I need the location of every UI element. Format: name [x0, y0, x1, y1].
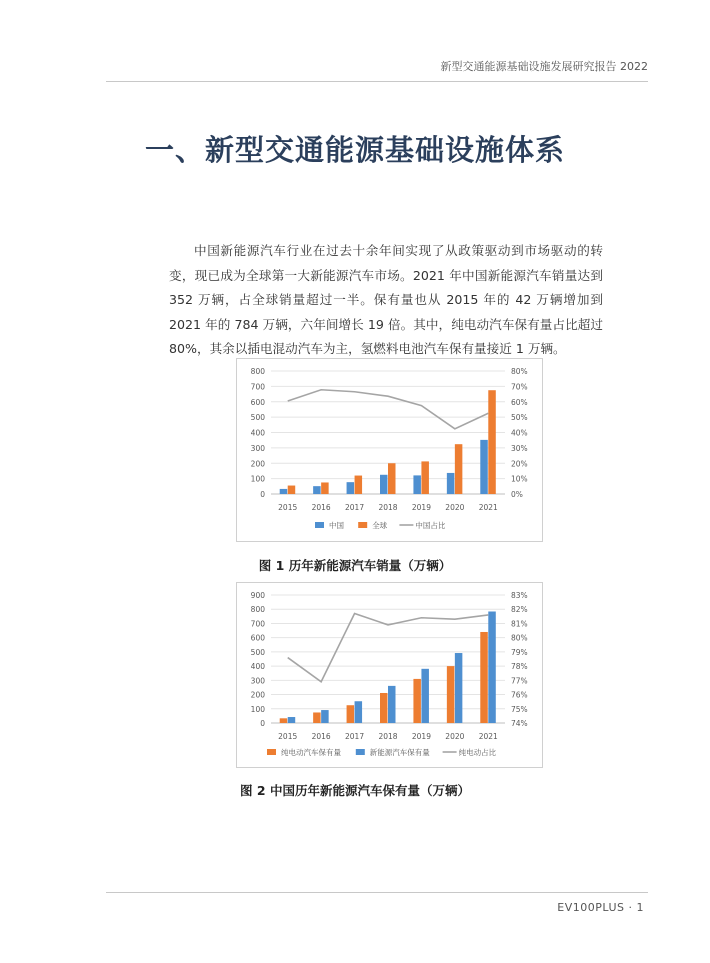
- y-tick-label: 800: [250, 605, 265, 615]
- bar-中国: [380, 475, 388, 494]
- page-title: 一、新型交通能源基础设施体系: [144, 133, 565, 167]
- line-中国占比: [288, 390, 489, 429]
- bar-新能源汽车保有量: [488, 611, 496, 723]
- bar-中国: [447, 473, 455, 494]
- bar-中国: [347, 482, 355, 494]
- y-tick-label: 900: [250, 591, 265, 600]
- bar-中国: [280, 489, 288, 494]
- y2-tick-label: 79%: [511, 647, 528, 657]
- body-paragraph: [169, 239, 603, 362]
- legend-swatch: [358, 522, 367, 528]
- figure-2-caption: 图 2 中国历年新能源汽车保有量（万辆）: [240, 783, 470, 798]
- y-tick-label: 600: [250, 397, 265, 407]
- y2-tick-label: 20%: [511, 459, 528, 469]
- y2-tick-label: 50%: [511, 413, 528, 423]
- bar-纯电动汽车保有量: [280, 718, 288, 723]
- y2-tick-label: 77%: [511, 676, 528, 686]
- x-tick-label: 2015: [278, 503, 298, 512]
- bar-新能源汽车保有量: [388, 686, 396, 723]
- bar-全球: [321, 482, 329, 494]
- legend-swatch: [356, 749, 365, 755]
- bar-纯电动汽车保有量: [413, 679, 421, 723]
- y-tick-label: 400: [250, 662, 265, 672]
- y-tick-label: 800: [250, 367, 265, 376]
- y-tick-label: 200: [250, 690, 265, 700]
- legend-label: 中国: [329, 521, 344, 530]
- chart-sales-svg: [237, 359, 542, 541]
- bar-全球: [488, 390, 496, 494]
- bar-纯电动汽车保有量: [347, 705, 355, 723]
- bar-全球: [288, 486, 296, 494]
- y-tick-label: 500: [250, 413, 265, 423]
- y-tick-label: 0: [260, 719, 265, 728]
- bar-中国: [480, 440, 488, 494]
- x-tick-label: 2020: [445, 503, 465, 512]
- chart-sales: [236, 358, 543, 542]
- figure-1-caption: 图 1 历年新能源汽车销量（万辆）: [258, 558, 452, 573]
- x-tick-label: 2017: [345, 503, 365, 512]
- y2-tick-label: 40%: [511, 428, 528, 438]
- x-tick-label: 2021: [478, 732, 498, 741]
- y-tick-label: 300: [250, 443, 265, 453]
- bar-全球: [421, 461, 429, 494]
- legend-swatch: [267, 749, 276, 755]
- chart-stock: [236, 582, 543, 768]
- paragraph-text: 中国新能源汽车行业在过去十余年间实现了从政策驱动到市场驱动的转变，现已成为全球第一大新能源汽车市场。2021 年中国新能源汽车销量达到 352 万辆，占全球销量超过一半。保有量也从 2015 年的 42 万辆增加到 2021 年的 784 万辆，六年间增长 19 倍。其中，纯电动汽车保有量占比超过 80%，其余以插电混动汽车为主，氢燃料电池汽车保有量接近 1 万辆。: [169, 243, 603, 356]
- x-tick-label: 2018: [378, 503, 398, 512]
- y-tick-label: 0: [260, 490, 265, 499]
- bar-中国: [413, 475, 421, 494]
- y2-tick-label: 81%: [511, 619, 528, 629]
- legend-label: 全球: [372, 521, 388, 530]
- bar-新能源汽车保有量: [321, 710, 329, 723]
- bar-新能源汽车保有量: [421, 669, 429, 723]
- y-tick-label: 500: [250, 647, 265, 657]
- x-tick-label: 2020: [445, 732, 465, 741]
- y-tick-label: 200: [250, 459, 265, 469]
- bar-全球: [355, 476, 363, 494]
- y2-tick-label: 70%: [511, 382, 528, 392]
- y2-tick-label: 30%: [511, 443, 528, 453]
- bar-纯电动汽车保有量: [313, 712, 321, 723]
- y-tick-label: 100: [250, 704, 265, 714]
- y2-tick-label: 80%: [511, 633, 528, 643]
- x-tick-label: 2019: [411, 732, 431, 741]
- bar-全球: [455, 444, 463, 494]
- x-tick-label: 2019: [411, 503, 431, 512]
- x-tick-label: 2016: [311, 732, 331, 741]
- legend-label: 纯电动占比: [458, 748, 497, 757]
- y2-tick-label: 80%: [511, 367, 528, 376]
- x-tick-label: 2017: [345, 732, 365, 741]
- bar-全球: [388, 463, 396, 494]
- bar-纯电动汽车保有量: [480, 632, 488, 723]
- y2-tick-label: 83%: [511, 591, 528, 600]
- bar-新能源汽车保有量: [288, 717, 296, 723]
- bar-新能源汽车保有量: [355, 701, 363, 723]
- bar-纯电动汽车保有量: [380, 693, 388, 723]
- x-tick-label: 2018: [378, 732, 398, 741]
- y-tick-label: 100: [250, 474, 265, 484]
- legend-swatch: [315, 522, 324, 528]
- y2-tick-label: 74%: [511, 719, 528, 728]
- report-header-title: 新型交通能源基础设施发展研究报告 2022: [440, 60, 648, 73]
- bar-纯电动汽车保有量: [447, 666, 455, 723]
- page-footer: EV100PLUS · 1: [557, 901, 644, 914]
- x-tick-label: 2016: [311, 503, 331, 512]
- y2-tick-label: 10%: [511, 474, 528, 484]
- bar-新能源汽车保有量: [455, 653, 463, 723]
- y-tick-label: 700: [250, 619, 265, 629]
- y2-tick-label: 75%: [511, 704, 528, 714]
- y2-tick-label: 76%: [511, 690, 528, 700]
- legend-label: 中国占比: [415, 521, 446, 530]
- x-tick-label: 2015: [278, 732, 298, 741]
- y-tick-label: 700: [250, 382, 265, 392]
- y2-tick-label: 60%: [511, 397, 528, 407]
- y2-tick-label: 0%: [511, 490, 523, 499]
- y-tick-label: 300: [250, 676, 265, 686]
- bar-中国: [313, 486, 321, 494]
- x-tick-label: 2021: [478, 503, 498, 512]
- y2-tick-label: 82%: [511, 605, 528, 615]
- chart-stock-svg: [237, 583, 542, 767]
- footer-divider: [106, 892, 648, 893]
- header-divider: [106, 81, 648, 82]
- y-tick-label: 600: [250, 633, 265, 643]
- y-tick-label: 400: [250, 428, 265, 438]
- legend-label: 纯电动汽车保有量: [281, 748, 341, 757]
- legend-label: 新能源汽车保有量: [369, 748, 430, 757]
- y2-tick-label: 78%: [511, 662, 528, 672]
